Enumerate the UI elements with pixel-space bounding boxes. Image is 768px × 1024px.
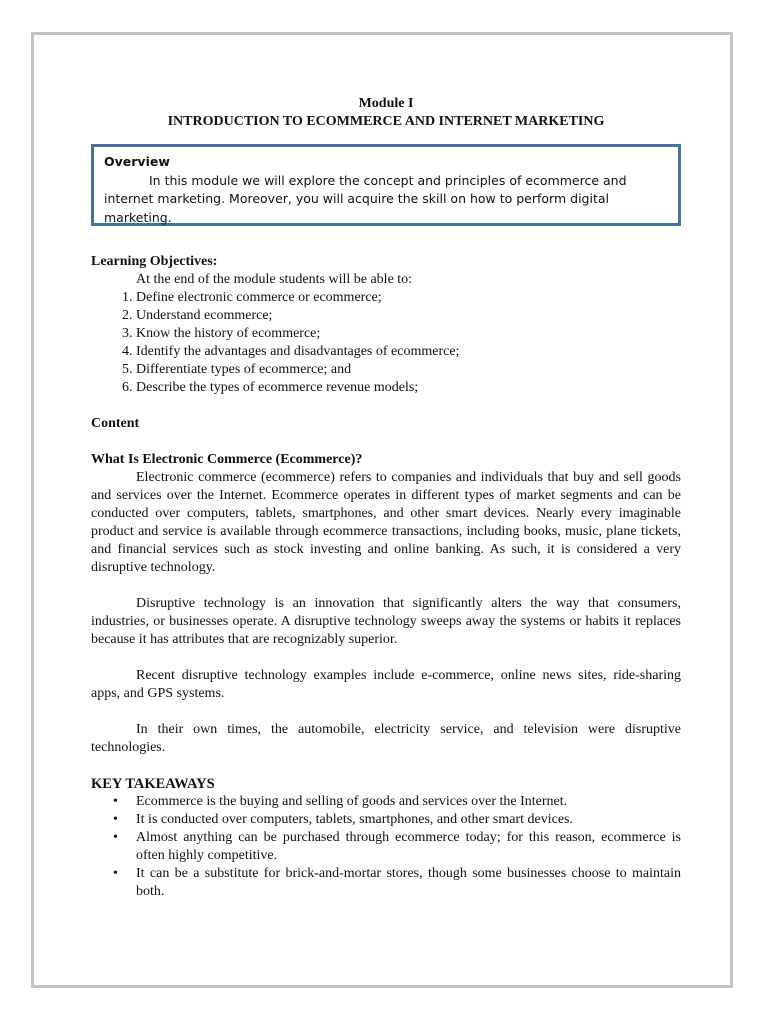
body-paragraph: Recent disruptive technology examples include e-commerce, online news sites, ride-sharing apps, and GPS systems. [91,668,681,701]
objective-item: 6. Describe the types of ecommerce revenue models; [136,379,681,397]
takeaway-text: Almost anything can be purchased through ecommerce today; for this reason, ecommerce is often highly competitive. [136,830,681,863]
bullet-icon: • [113,812,118,827]
body-paragraph: Disruptive technology is an innovation that significantly alters the way that consumers, industries, or businesses operate. A disruptive technology sweeps away the systems or habits it replaces because it has attributes that are recognizably superior. [91,596,681,647]
objective-item: 2. Understand ecommerce; [136,307,681,325]
objective-item: 5. Differentiate types of ecommerce; and [136,361,681,379]
body-paragraph: In their own times, the automobile, electricity service, and television were disruptive technologies. [91,722,681,755]
takeaway-text: It can be a substitute for brick-and-mortar stores, though some businesses choose to maintain both. [136,866,681,899]
key-takeaways-list [91,793,681,901]
overview-box [91,144,681,226]
takeaway-item [113,811,681,829]
bullet-icon: • [113,866,118,881]
takeaway-item [113,865,681,901]
objective-item: 1. Define electronic commerce or ecommerce; [136,289,681,307]
objective-item: 3. Know the history of ecommerce; [136,325,681,343]
key-takeaways-heading: KEY TAKEAWAYS [91,776,215,792]
section-heading-ecommerce: What Is Electronic Commerce (Ecommerce)? [91,452,363,467]
module-title: INTRODUCTION TO ECOMMERCE AND INTERNET MARKETING [167,114,605,129]
objective-item: 4. Identify the advantages and disadvantages of ecommerce; [136,343,681,361]
learning-objectives-list [91,289,681,397]
overview-title: Overview [104,154,170,169]
document-content [91,95,681,901]
title-block [91,95,681,131]
body-paragraph: Electronic commerce (ecommerce) refers to companies and individuals that buy and sell goods and services over the Internet. Ecommerce operates in different types of market segments and can be conducted over computers, tablets, smartphones, and other smart devices. Nearly every imaginable product and service is available through ecommerce transactions, including books, music, plane tickets, and financial services such as stock investing and online banking. As such, it is considered a very disruptive technology. [91,470,681,575]
bullet-icon: • [113,794,118,809]
learning-objectives-intro: At the end of the module students will be able to: [136,272,413,287]
overview-text: In this module we will explore the concept and principles of ecommerce and internet marketing. Moreover, you will acquire the skill on how to perform digital marketing. [104,172,627,225]
module-label: Module I [358,96,414,111]
takeaway-item [113,829,681,865]
bullet-icon: • [113,830,118,845]
learning-objectives-heading: Learning Objectives: [91,254,218,269]
takeaway-text: It is conducted over computers, tablets, smartphones, and other smart devices. [136,812,573,827]
takeaway-item [113,793,681,811]
document-page [31,32,733,988]
takeaway-text: Ecommerce is the buying and selling of goods and services over the Internet. [136,794,568,809]
content-heading: Content [91,416,140,431]
